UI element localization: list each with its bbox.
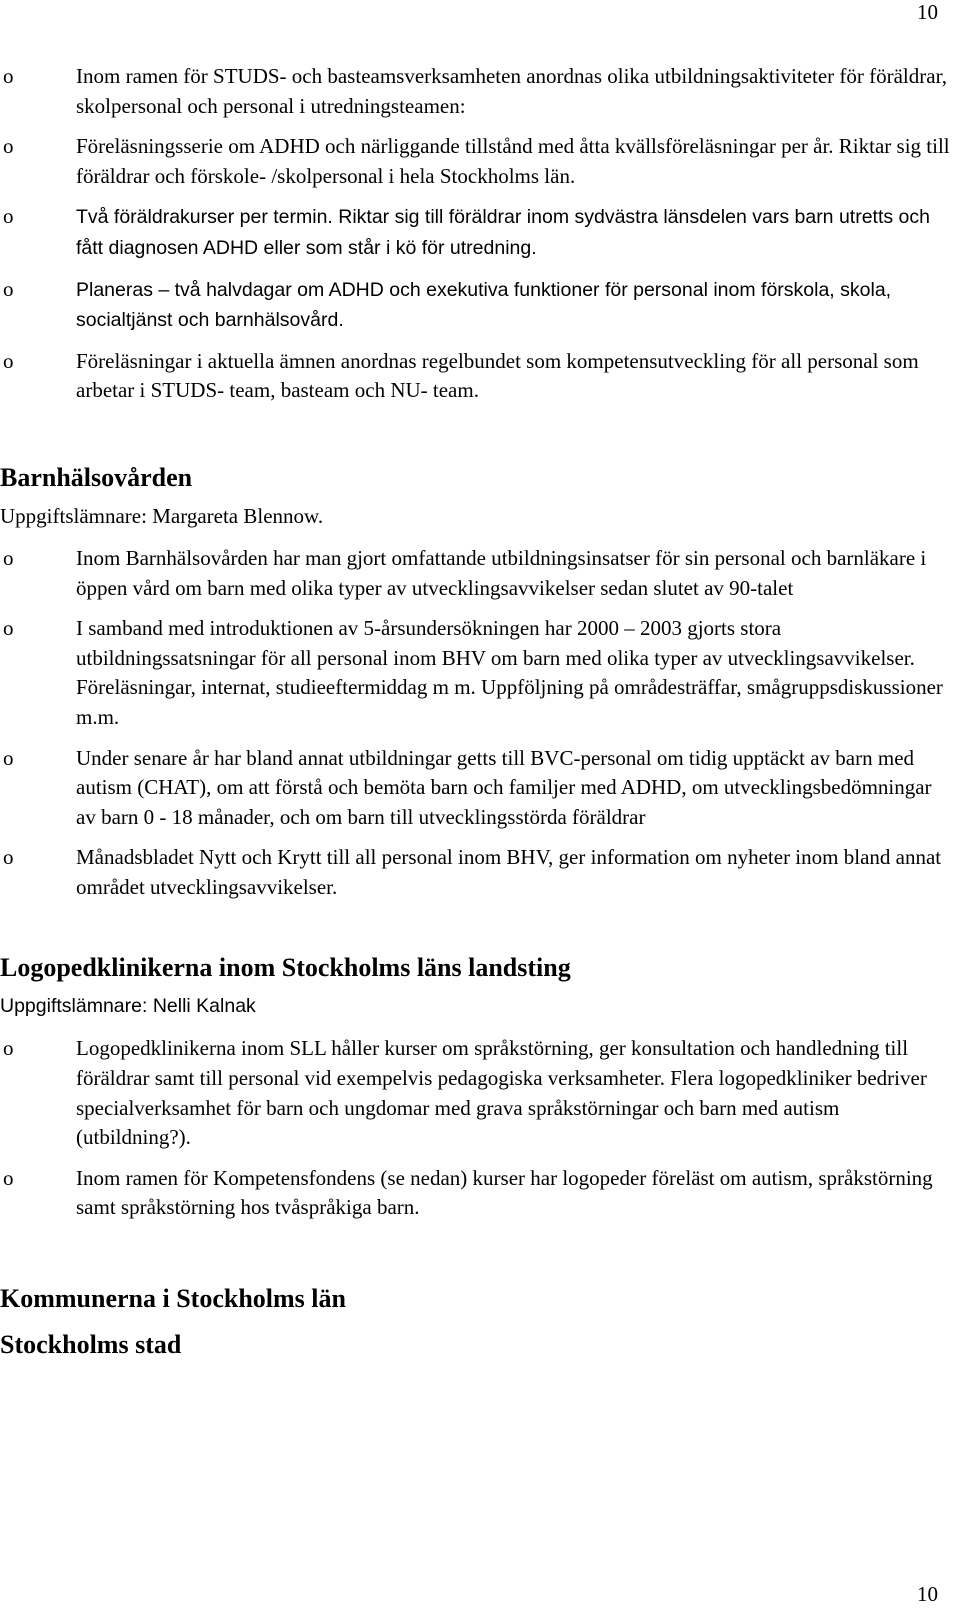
list-item-text: Föreläsningar i aktuella ämnen anordnas regelbundet som kompetensutveckling för all personal som arbetar i STUDS- team, basteam och NU- team. — [76, 348, 919, 403]
section-kommunerna — [0, 1283, 950, 1315]
list-item-text: Två föräldrakurser per termin. Riktar sig till föräldrar inom sydvästra länsdelen vars barn utretts och fått diagnosen ADHD eller som står i kö för utredning. — [76, 206, 930, 259]
list-item — [0, 544, 950, 603]
bullet-marker: o — [3, 616, 14, 641]
list-item — [0, 843, 950, 902]
informant-line: Uppgiftslämnare: Nelli Kalnak — [0, 995, 256, 1018]
page-number-bottom: 10 — [917, 1582, 938, 1606]
section-title: Barnhälsovården — [0, 462, 193, 492]
section-title: Logopedklinikerna inom Stockholms läns landsting — [0, 953, 571, 983]
informant-line: Uppgiftslämnare: Margareta Blennow. — [0, 503, 324, 528]
section-title: Kommunerna i Stockholms län — [0, 1284, 346, 1314]
list-item-text: Logopedklinikerna inom SLL håller kurser om språkstörning, ger konsultation och handledning till föräldrar samt till personal vid exempelvis pedagogiska verksamheter. Flera logopedkliniker bedriver specialverksamhet för barn och ungdomar med grava språkstörningar och barn med autism (utbildning?). — [76, 1036, 927, 1150]
list-item — [0, 62, 950, 121]
list-item-text: Inom Barnhälsovården har man gjort omfattande utbildningsinsatser för sin personal och barnläkare i öppen vård om barn med olika typer av utvecklingsavvikelser sedan slutet av 90-talet — [76, 545, 927, 600]
bullet-marker: o — [3, 1165, 14, 1190]
section-title: Stockholms stad — [0, 1330, 182, 1360]
bullet-marker: o — [3, 545, 14, 570]
intro-list — [0, 62, 950, 406]
list-item-text: Föreläsningsserie om ADHD och närliggande tillstånd med åtta kvällsföreläsningar per år. Riktar sig till föräldrar och förskole- /skolpersonal i hela Stockholms län. — [76, 134, 950, 188]
list-item-text: I samband med introduktionen av 5-årsundersökningen har 2000 – 2003 gjorts stora utbildningssatsningar för all personal inom BHV om barn med olika typer av utvecklingsavvikelser. Föreläsningar, internat, studieeftermiddag m m. Uppföljning på områdesträffar, smågruppsdiskussioner m.m. — [76, 616, 943, 729]
bullet-marker: o — [3, 348, 14, 373]
list-item — [0, 744, 950, 833]
list-item — [0, 202, 950, 263]
document-body — [0, 62, 950, 1361]
list-item-text: Under senare år har bland annat utbildningar getts till BVC-personal om tidig upptäckt av barn med autism (CHAT), om att förstå och bemöta barn och familjer med ADHD, om utvecklingsbedömningar av barn 0 - 18 månader, och om barn till utvecklingsstörda föräldrar — [76, 745, 932, 829]
section-stockholms-stad — [0, 1329, 950, 1361]
list-item-text: Inom ramen för Kompetensfondens (se nedan) kurser har logopeder föreläst om autism, språkstörning samt språkstörning hos tvåspråkiga barn. — [76, 1165, 933, 1220]
section-logopedkliniker — [0, 952, 950, 1223]
list-item — [0, 1034, 950, 1152]
list-item — [0, 132, 950, 191]
bullet-marker: o — [3, 134, 14, 159]
bullet-marker: o — [3, 745, 14, 770]
list-item — [0, 275, 950, 336]
bullet-marker: o — [3, 204, 14, 229]
bullet-marker: o — [3, 64, 14, 88]
list-item — [0, 1164, 950, 1223]
section-barnhalsovarden — [0, 462, 950, 903]
logopedkliniker-list — [0, 1034, 950, 1223]
barnhalsovarden-list — [0, 544, 950, 903]
list-item-text: Månadsbladet Nytt och Krytt till all personal inom BHV, ger information om nyheter inom bland annat området utvecklingsavvikelser. — [76, 845, 942, 899]
bullet-marker: o — [3, 1036, 14, 1061]
list-item-text: Planeras – två halvdagar om ADHD och exekutiva funktioner för personal inom förskola, skola, socialtjänst och barnhälsovård. — [76, 278, 892, 332]
bullet-marker: o — [3, 845, 14, 870]
list-item-text: Inom ramen för STUDS- och basteamsverksamheten anordnas olika utbildningsaktiviteter för föräldrar, skolpersonal och personal i utredningsteamen: — [76, 64, 947, 118]
bullet-marker: o — [3, 276, 14, 301]
list-item — [0, 347, 950, 406]
page-number-top: 10 — [917, 0, 938, 24]
list-item — [0, 614, 950, 732]
